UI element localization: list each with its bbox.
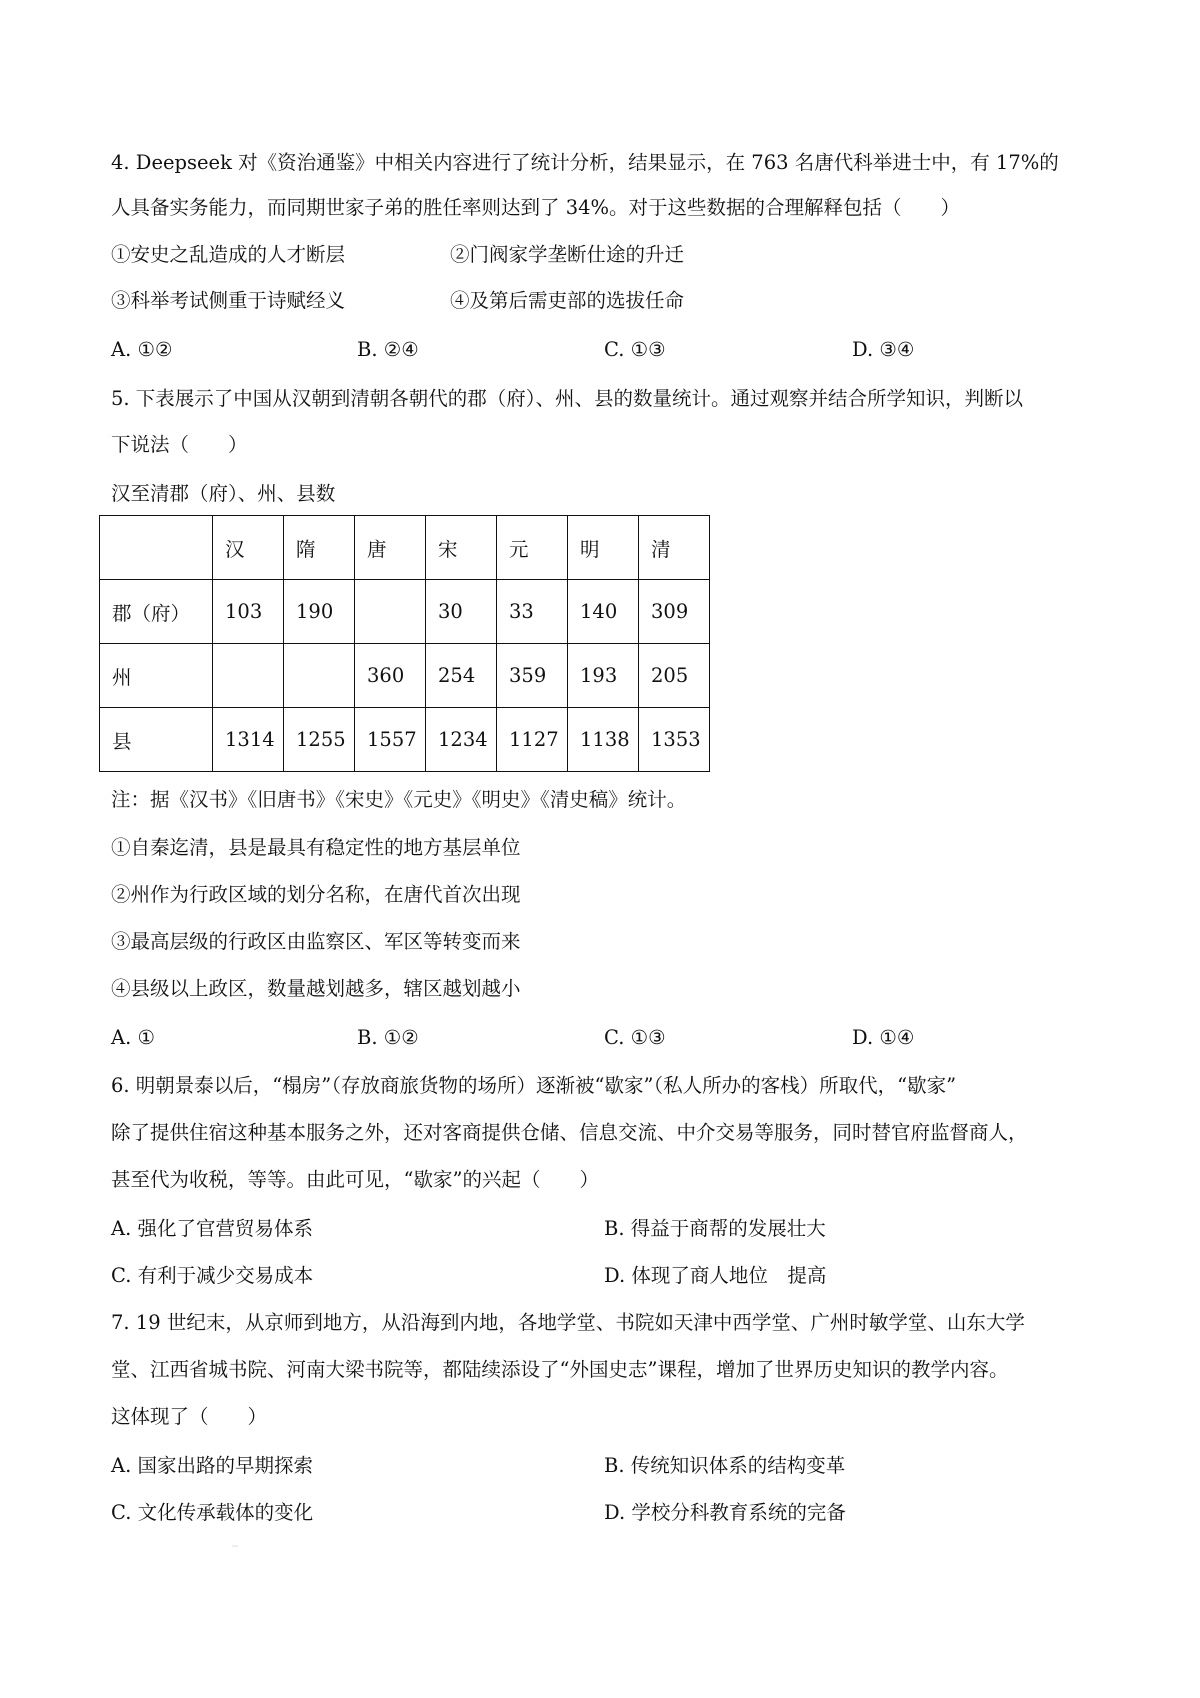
q4-item-3: ③科举考试侧重于诗赋经义 bbox=[111, 289, 346, 312]
q5-table-caption: 汉至清郡（府）、州、县数 bbox=[111, 482, 336, 505]
q5-option-d: D. ①④ bbox=[852, 1026, 915, 1049]
q7-option-a: A. 国家出路的早期探索 bbox=[111, 1454, 313, 1477]
table-cell: 360 bbox=[355, 644, 426, 708]
q7-option-d: D. 学校分科教育系统的完备 bbox=[604, 1501, 846, 1524]
table-row-label: 县 bbox=[100, 708, 213, 772]
table-cell: 205 bbox=[639, 644, 710, 708]
table-cell: 1314 bbox=[213, 708, 284, 772]
table-cell: 103 bbox=[213, 580, 284, 644]
table-row bbox=[100, 580, 710, 644]
q5-option-c: C. ①③ bbox=[604, 1026, 666, 1049]
table-header-row bbox=[100, 516, 710, 580]
q4-stem-line2: 人具备实务能力，而同期世家子弟的胜任率则达到了 34%。对于这些数据的合理解释包括（ ） bbox=[111, 196, 961, 219]
table-header-cell: 元 bbox=[497, 516, 568, 580]
table-cell: 1255 bbox=[284, 708, 355, 772]
table-row-label: 州 bbox=[100, 644, 213, 708]
table-header-cell: 汉 bbox=[213, 516, 284, 580]
table-header-cell: 宋 bbox=[426, 516, 497, 580]
table-cell: 140 bbox=[568, 580, 639, 644]
q7-option-b: B. 传统知识体系的结构变革 bbox=[604, 1454, 846, 1477]
table-cell: 359 bbox=[497, 644, 568, 708]
q6-option-c: C. 有利于减少交易成本 bbox=[111, 1264, 314, 1287]
table-cell: 193 bbox=[568, 644, 639, 708]
table-cell: 309 bbox=[639, 580, 710, 644]
table-cell: 1127 bbox=[497, 708, 568, 772]
table-header-cell: 明 bbox=[568, 516, 639, 580]
q4-option-b: B. ②④ bbox=[357, 338, 419, 361]
table-cell bbox=[213, 644, 284, 708]
q4-item-4: ④及第后需吏部的选拔任命 bbox=[450, 289, 685, 312]
q5-item-4: ④县级以上政区，数量越划越多，辖区越划越小 bbox=[111, 977, 521, 1000]
table-header-cell: 隋 bbox=[284, 516, 355, 580]
q6-stem-line3: 甚至代为收税，等等。由此可见，“歇家”的兴起（ ） bbox=[111, 1168, 599, 1191]
table-header-cell: 唐 bbox=[355, 516, 426, 580]
q5-option-b: B. ①② bbox=[357, 1026, 419, 1049]
table-cell: 1234 bbox=[426, 708, 497, 772]
q5-item-2: ②州作为行政区域的划分名称，在唐代首次出现 bbox=[111, 883, 521, 906]
table-header-cell: 清 bbox=[639, 516, 710, 580]
table-cell: 1557 bbox=[355, 708, 426, 772]
q7-stem-line2: 堂、江西省城书院、河南大梁书院等，都陆续添设了“外国史志”课程，增加了世界历史知识的教学内容。 bbox=[111, 1358, 1009, 1381]
q6-option-a: A. 强化了官营贸易体系 bbox=[111, 1217, 313, 1240]
q5-table-note: 注：据《汉书》《旧唐书》《宋史》《元史》《明史》《清史稿》统计。 bbox=[111, 788, 687, 811]
table-cell: 190 bbox=[284, 580, 355, 644]
table-cell bbox=[355, 580, 426, 644]
q4-item-1: ①安史之乱造成的人才断层 bbox=[111, 243, 346, 266]
q5-stem-line1: 5. 下表展示了中国从汉朝到清朝各朝代的郡（府）、州、县的数量统计。通过观察并结合所学知识，判断以 bbox=[111, 387, 1024, 410]
q6-stem-line1: 6. 明朝景泰以后，“榻房”（存放商旅货物的场所）逐渐被“歇家”（私人所办的客栈）所取代，“歇家” bbox=[111, 1074, 957, 1097]
q5-item-1: ①自秦迄清，县是最具有稳定性的地方基层单位 bbox=[111, 836, 521, 859]
q5-option-a: A. ① bbox=[111, 1026, 155, 1049]
table-row bbox=[100, 644, 710, 708]
q7-option-c: C. 文化传承载体的变化 bbox=[111, 1501, 314, 1524]
q6-option-d: D. 体现了商人地位 提高 bbox=[604, 1264, 827, 1287]
q4-option-a: A. ①② bbox=[111, 338, 173, 361]
q5-data-table bbox=[99, 515, 710, 772]
q5-stem-line2: 下说法（ ） bbox=[111, 433, 248, 456]
table-cell: 1138 bbox=[568, 708, 639, 772]
q4-option-c: C. ①③ bbox=[604, 338, 666, 361]
q4-stem-line1: 4. Deepseek 对《资治通鉴》中相关内容进行了统计分析，结果显示，在 763 名唐代科举进士中，有 17%的 bbox=[111, 151, 1059, 174]
table-cell: 1353 bbox=[639, 708, 710, 772]
table-cell: 30 bbox=[426, 580, 497, 644]
q7-stem-line1: 7. 19 世纪末，从京师到地方，从沿海到内地，各地学堂、书院如天津中西学堂、广州时敏学堂、山东大学 bbox=[111, 1311, 1025, 1334]
q4-item-2: ②门阀家学垄断仕途的升迁 bbox=[450, 243, 685, 266]
q5-item-3: ③最高层级的行政区由监察区、军区等转变而来 bbox=[111, 930, 521, 953]
table-cell bbox=[284, 644, 355, 708]
q6-stem-line2: 除了提供住宿这种基本服务之外，还对客商提供仓储、信息交流、中介交易等服务，同时替官府监督商人， bbox=[111, 1121, 1028, 1144]
table-cell: 33 bbox=[497, 580, 568, 644]
scan-speck bbox=[232, 1545, 238, 1547]
q7-stem-line3: 这体现了（ ） bbox=[111, 1405, 268, 1428]
q6-option-b: B. 得益于商帮的发展壮大 bbox=[604, 1217, 826, 1240]
table-row-label: 郡（府） bbox=[100, 580, 213, 644]
table-cell: 254 bbox=[426, 644, 497, 708]
table-cell bbox=[100, 516, 213, 580]
q4-option-d: D. ③④ bbox=[852, 338, 915, 361]
table-row bbox=[100, 708, 710, 772]
